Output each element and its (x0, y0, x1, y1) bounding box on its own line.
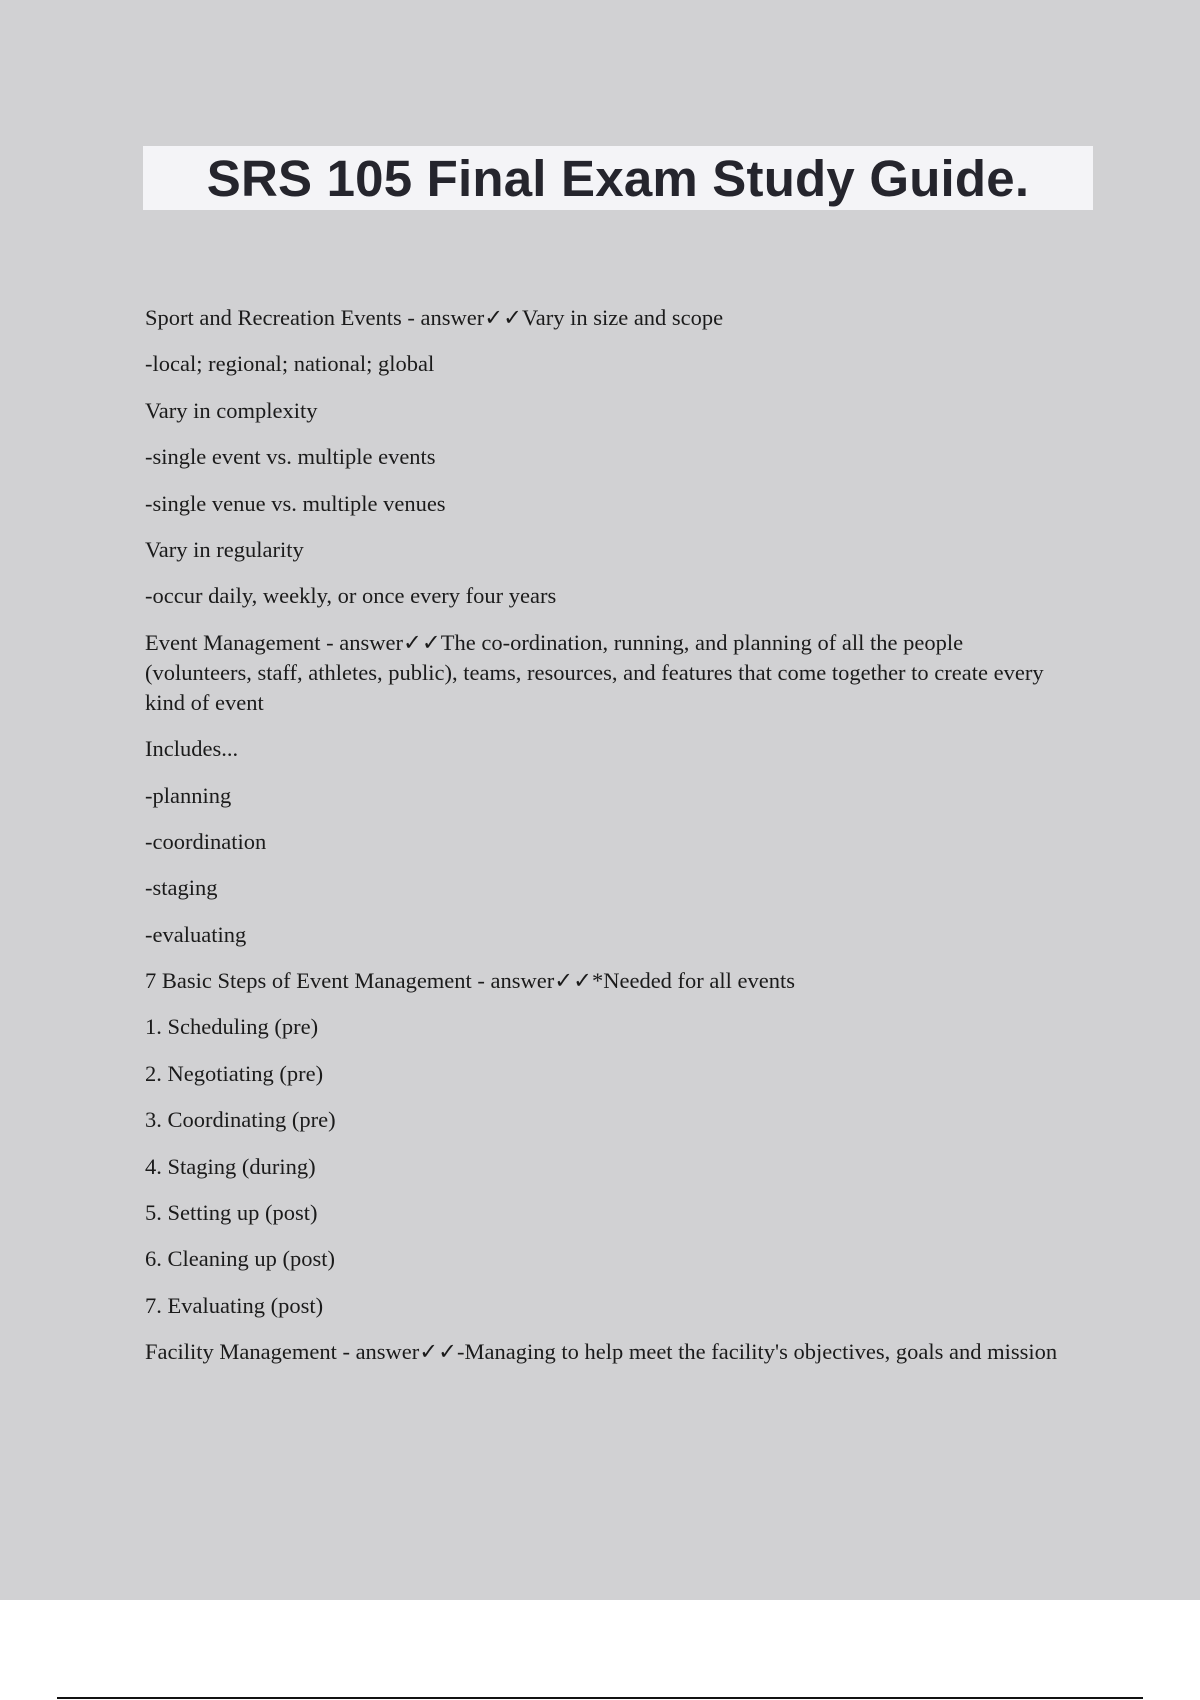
body-line: -staging (145, 875, 218, 901)
body-line: Vary in regularity (145, 536, 304, 562)
body-line: -single venue vs. multiple venues (145, 490, 446, 516)
body-line: 7. Evaluating (post) (145, 1292, 324, 1318)
body-line: -planning (145, 782, 232, 808)
footer-divider (57, 1697, 1143, 1699)
body-line: 3. Coordinating (pre) (145, 1107, 336, 1133)
body-line: Includes... (145, 736, 239, 762)
body-line: 2. Negotiating (pre) (145, 1060, 324, 1086)
document-body (145, 303, 1065, 1384)
body-line: Vary in complexity (145, 397, 318, 423)
body-line: -evaluating (145, 921, 247, 947)
body-line: -occur daily, weekly, or once every four years (145, 583, 557, 609)
body-line: 5. Setting up (post) (145, 1200, 318, 1226)
body-line: -local; regional; national; global (145, 351, 435, 377)
document-title: SRS 105 Final Exam Study Guide. (206, 149, 1030, 207)
body-line: Sport and Recreation Events - answer✓✓Vary in size and scope (145, 305, 724, 330)
body-line: -single event vs. multiple events (145, 444, 436, 470)
body-line: Facility Management - answer✓✓-Managing to help meet the facility's objectives, goals and mission (145, 1339, 1058, 1365)
body-line: -coordination (145, 828, 267, 854)
body-line: 4. Staging (during) (145, 1153, 316, 1179)
title-banner (143, 146, 1093, 210)
body-line: 6. Cleaning up (post) (145, 1246, 335, 1272)
body-line: 7 Basic Steps of Event Management - answer✓✓*Needed for all events (145, 968, 796, 994)
body-line: 1. Scheduling (pre) (145, 1014, 319, 1040)
body-line: Event Management - answer✓✓The co-ordination, running, and planning of all the people (volunteers, staff, athletes, public), teams, resources, and features that come together to create every kind of event (145, 629, 1044, 715)
